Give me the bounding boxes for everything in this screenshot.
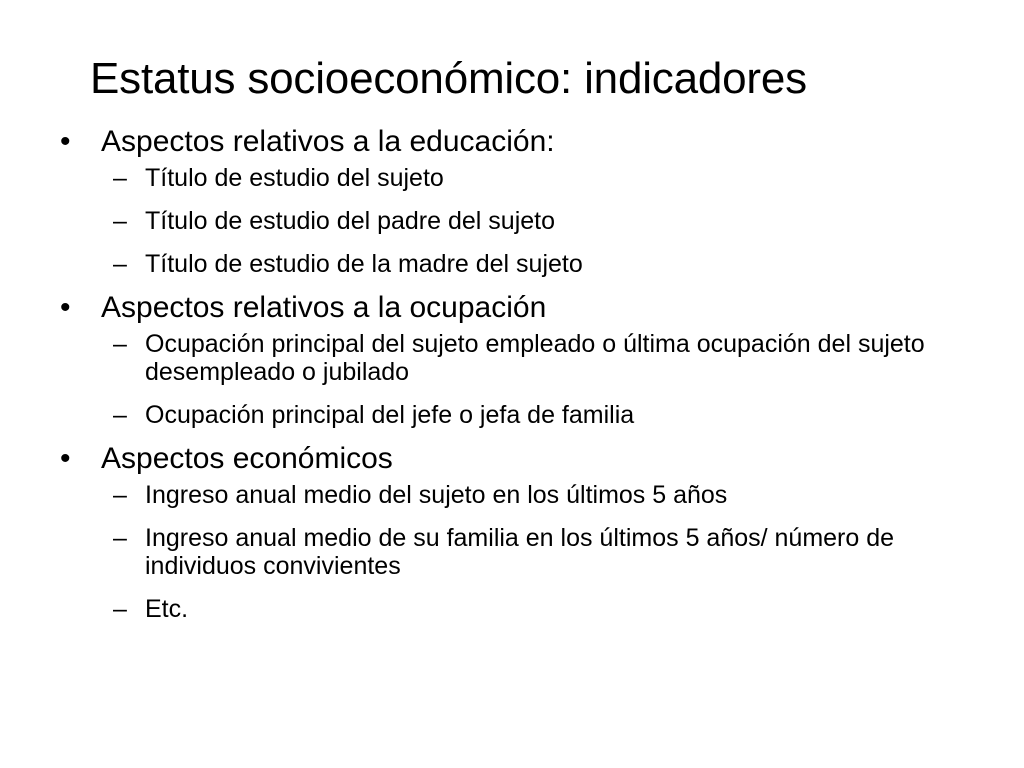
- section-economic: [60, 441, 960, 623]
- sub-item: [101, 595, 945, 623]
- section-heading: Aspectos relativos a la ocupación: [101, 291, 547, 324]
- section-heading: Aspectos relativos a la educación:: [101, 125, 555, 158]
- dash-icon: –: [113, 164, 127, 192]
- dash-icon: –: [113, 481, 127, 509]
- sub-item-text: Título de estudio del padre del sujeto: [145, 207, 555, 235]
- bullet-icon: •: [60, 291, 71, 324]
- bullet-icon: •: [60, 125, 71, 158]
- sub-item-text: Ingreso anual medio del sujeto en los últimos 5 años: [145, 481, 728, 509]
- section-heading: Aspectos económicos: [101, 442, 393, 475]
- sub-item-text: Ingreso anual medio de su familia en los últimos 5 años/ número de individuos convivientes: [145, 524, 895, 580]
- sub-item-text: Título de estudio de la madre del sujeto: [145, 250, 583, 278]
- sub-item-text: Etc.: [145, 595, 189, 623]
- sub-list: [101, 164, 960, 278]
- dash-icon: –: [113, 524, 127, 552]
- dash-icon: –: [113, 250, 127, 278]
- section-education: [60, 124, 960, 278]
- sub-item: [101, 481, 945, 509]
- dash-icon: –: [113, 401, 127, 429]
- dash-icon: –: [113, 330, 127, 358]
- sub-list: [101, 481, 960, 623]
- sub-item: [101, 330, 945, 386]
- sub-item-text: Ocupación principal del jefe o jefa de familia: [145, 401, 635, 429]
- dash-icon: –: [113, 207, 127, 235]
- sub-item: [101, 524, 945, 580]
- sub-list: [101, 330, 960, 429]
- bullet-icon: •: [60, 442, 71, 475]
- sub-item: [101, 401, 945, 429]
- sub-item: [101, 207, 945, 235]
- slide-title: Estatus socioeconómico: indicadores: [90, 54, 807, 103]
- sub-item-text: Ocupación principal del sujeto empleado o última ocupación del sujeto desempleado o jubilado: [145, 330, 925, 386]
- section-occupation: [60, 290, 960, 429]
- sub-item-text: Título de estudio del sujeto: [145, 164, 444, 192]
- dash-icon: –: [113, 595, 127, 623]
- sub-item: [101, 164, 945, 192]
- sub-item: [101, 250, 945, 278]
- bullet-list: [60, 124, 960, 623]
